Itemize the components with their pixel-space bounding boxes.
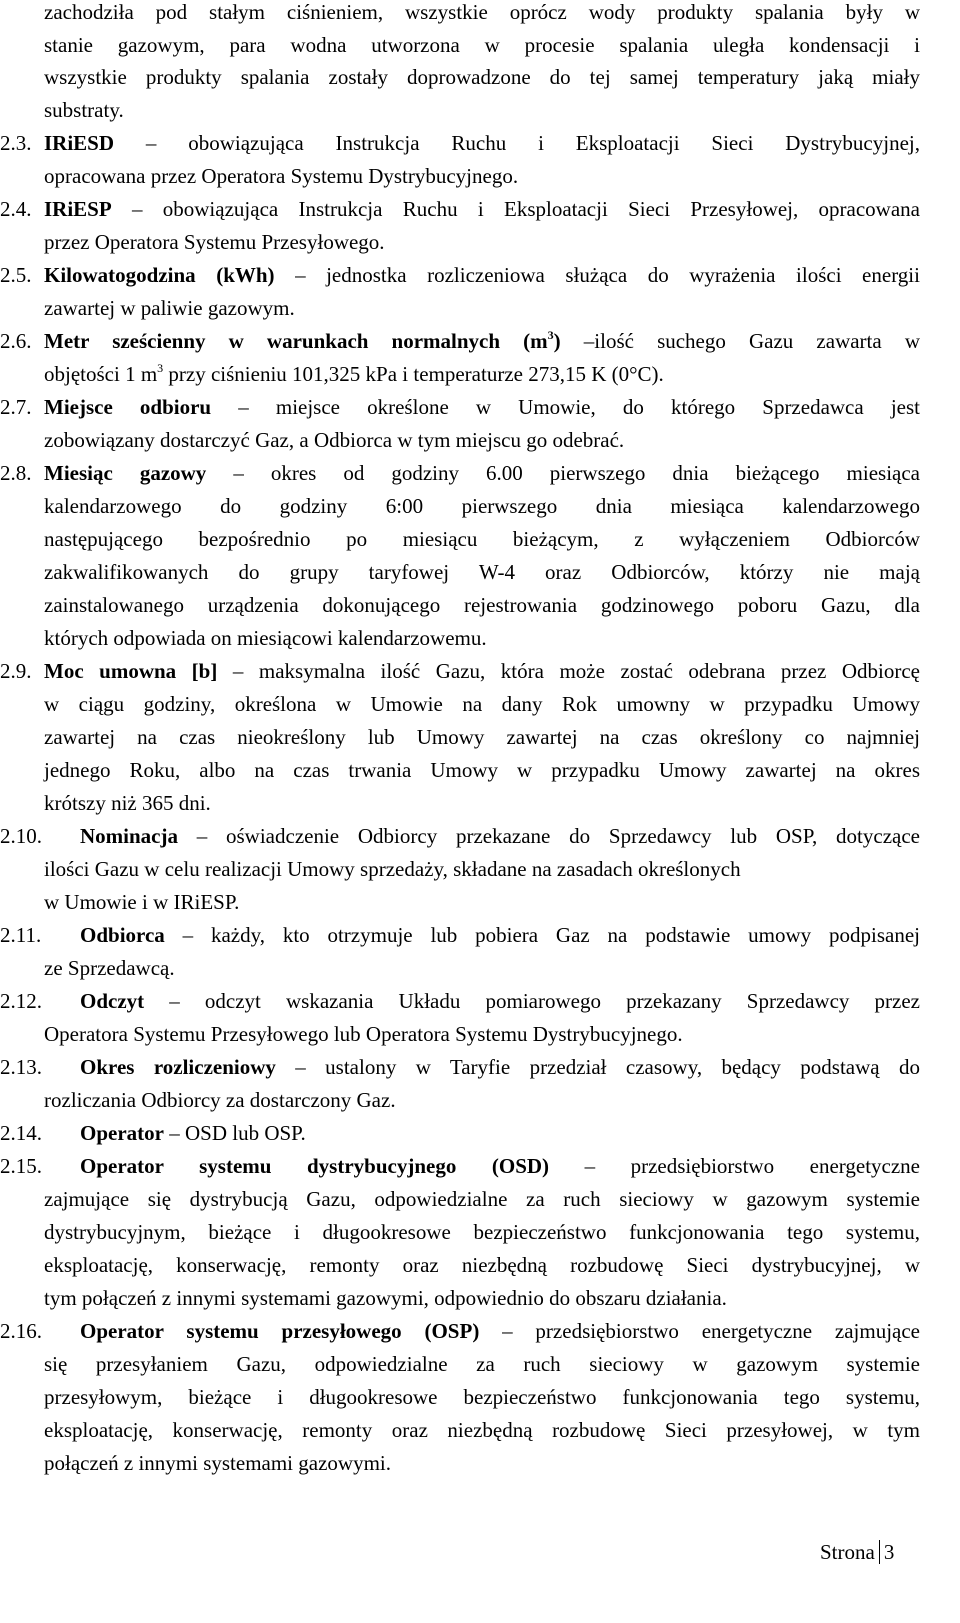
definition-text: objętości 1 m [44,362,158,386]
definition-text: – przedsiębiorstwo energetyczne [549,1154,920,1178]
definition-text: – maksymalna ilość Gazu, która może zostać odebrana przez Odbiorcę [217,659,920,683]
definition-line: zawartej w paliwie gazowym. [44,296,295,320]
item-number: 2.16. [0,1319,42,1343]
definition-line: dystrybucyjnym, bieżące i długookresowe bezpieczeństwo funkcjonowania tego systemu, [44,1220,920,1244]
item-number: 2.7. [0,395,32,419]
definition-line: następującego bezpośrednio po miesiącu bieżącym, z wyłączeniem Odbiorców [44,527,920,551]
term: Moc umowna [b] [44,659,218,683]
page-number: 3 [883,1540,895,1564]
item-number: 2.9. [0,659,32,683]
definition-line: w ciągu godziny, określona w Umowie na dany Rok umowny w przypadku Umowy [44,692,920,716]
definition-line [80,1121,920,1145]
definition-line: rozliczania Odbiorcy za dostarczony Gaz. [44,1088,396,1112]
definition-line [44,329,920,353]
definition-text: – oświadczenie Odbiorcy przekazane do Sprzedawcy lub OSP, dotyczące [178,824,920,848]
definition-line: w Umowie i w IRiESP. [44,890,240,914]
definition-line [80,923,920,947]
term: Kilowatogodzina (kWh) [44,263,275,287]
definition-text: – okres od godziny 6.00 pierwszego dnia bieżącego miesiąca [206,461,920,485]
definition-line [44,197,920,221]
term: Odbiorca [80,923,165,947]
term: IRiESD [44,131,115,155]
definition-line: opracowana przez Operatora Systemu Dystrybucyjnego. [44,164,519,188]
definition-line: zainstalowanego urządzenia dokonującego rejestrowania godzinowego poboru Gazu, dla [44,593,920,617]
term-text: Metr sześcienny w warunkach normalnych (m [44,329,548,353]
definition-line [44,362,920,386]
definition-line [80,824,920,848]
definition-text: przy ciśnieniu 101,325 kPa i temperaturze 273,15 K (0°C). [163,362,664,386]
definition-line [44,395,920,419]
definition-line [80,1055,920,1079]
item-number: 2.14. [0,1121,42,1145]
definition-line: ilości Gazu w celu realizacji Umowy sprzedaży, składane na zasadach określonych [44,857,741,881]
item-number: 2.6. [0,329,32,353]
definition-text: – obowiązująca Instrukcja Ruchu i Eksploatacji Sieci Dystrybucyjnej, [114,131,920,155]
definition-line [44,461,920,485]
definition-line: tym połączeń z innymi systemami gazowymi, odpowiednio do obszaru działania. [44,1286,727,1310]
definition-line: zakwalifikowanych do grupy taryfowej W-4 oraz Odbiorców, którzy nie mają [44,560,920,584]
definition-line [80,1154,920,1178]
term: Odczyt [80,989,145,1013]
item-number: 2.11. [0,923,42,947]
item-number: 2.4. [0,197,32,221]
intro-line: wszystkie produkty spalania zostały doprowadzone do tej samej temperatury jaką miały [44,65,920,89]
term: Okres rozliczeniowy [80,1055,276,1079]
term: Nominacja [80,824,178,848]
page-footer [820,1538,930,1566]
term [44,329,561,353]
item-number: 2.13. [0,1055,42,1079]
term: Operator systemu przesyłowego (OSP) [80,1319,480,1343]
term: Operator [80,1121,164,1145]
definition-text: – miejsce określone w Umowie, do którego Sprzedawca jest [211,395,920,419]
item-number: 2.3. [0,131,32,155]
definition-text: – odczyt wskazania Układu pomiarowego przekazany Sprzedawcy przez [144,989,920,1013]
definition-line: których odpowiada on miesiącowi kalendarzowemu. [44,626,487,650]
superscript: 3 [157,361,164,375]
intro-line: stanie gazowym, para wodna utworzona w procesie spalania uległa kondensacji i [44,33,920,57]
definition-line: połączeń z innymi systemami gazowymi. [44,1451,391,1475]
definition-line [44,659,920,683]
definition-line [80,1319,920,1343]
intro-line: substraty. [44,98,124,122]
definition-line: kalendarzowego do godziny 6:00 pierwszego dnia miesiąca kalendarzowego [44,494,920,518]
definition-line [44,131,920,155]
term: IRiESP [44,197,112,221]
definition-line: przesyłowym, bieżące i długookresowe bezpieczeństwo funkcjonowania tego systemu, [44,1385,920,1409]
term: Miesiąc gazowy [44,461,207,485]
definition-line: krótszy niż 365 dni. [44,791,211,815]
definition-line: zobowiązany dostarczyć Gaz, a Odbiorca w tym miejscu go odebrać. [44,428,625,452]
definition-line: zajmujące się dystrybucją Gazu, odpowiedzialne za ruch sieciowy w gazowym systemie [44,1187,920,1211]
term-end: ) [553,329,561,353]
definition-line: zawartej na czas nieokreślony lub Umowy zawartej na czas określony co najmniej [44,725,920,749]
definition-line: eksploatację, konserwację, remonty oraz niezbędną rozbudowę Sieci przesyłowej, w tym [44,1418,920,1442]
definition-line: się przesyłaniem Gazu, odpowiedzialne za ruch sieciowy w gazowym systemie [44,1352,920,1376]
item-number: 2.5. [0,263,32,287]
footer-divider [879,1540,880,1564]
definition-text: – przedsiębiorstwo energetyczne zajmujące [479,1319,920,1343]
definition-line: ze Sprzedawcą. [44,956,175,980]
intro-line: zachodziła pod stałym ciśnieniem, wszystkie oprócz wody produkty spalania były w [44,0,920,24]
item-number: 2.10. [0,824,42,848]
superscript: 3 [547,328,554,342]
definition-line: przez Operatora Systemu Przesyłowego. [44,230,385,254]
definition-text: – OSD lub OSP. [163,1121,306,1145]
definition-line [44,263,920,287]
definition-text: –ilość suchego Gazu zawarta w [560,329,920,353]
definition-text: – obowiązująca Instrukcja Ruchu i Eksploatacji Sieci Przesyłowej, opracowana [111,197,920,221]
item-number: 2.15. [0,1154,42,1178]
term: Miejsce odbioru [44,395,212,419]
term: Operator systemu dystrybucyjnego (OSD) [80,1154,550,1178]
definition-line: jednego Roku, albo na czas trwania Umowy w przypadku Umowy zawartej na okres [44,758,920,782]
item-number: 2.12. [0,989,42,1013]
definition-text: – ustalony w Taryfie przedział czasowy, będący podstawą do [275,1055,920,1079]
definition-text: – każdy, kto otrzymuje lub pobiera Gaz na podstawie umowy podpisanej [164,923,920,947]
definition-line: Operatora Systemu Przesyłowego lub Operatora Systemu Dystrybucyjnego. [44,1022,683,1046]
definition-line [80,989,920,1013]
page-label: Strona [820,1540,875,1564]
definition-line: eksploatację, konserwację, remonty oraz niezbędną rozbudowę Sieci dystrybucyjnej, w [44,1253,920,1277]
item-number: 2.8. [0,461,32,485]
definition-text: – jednostka rozliczeniowa służąca do wyrażenia ilości energii [274,263,920,287]
